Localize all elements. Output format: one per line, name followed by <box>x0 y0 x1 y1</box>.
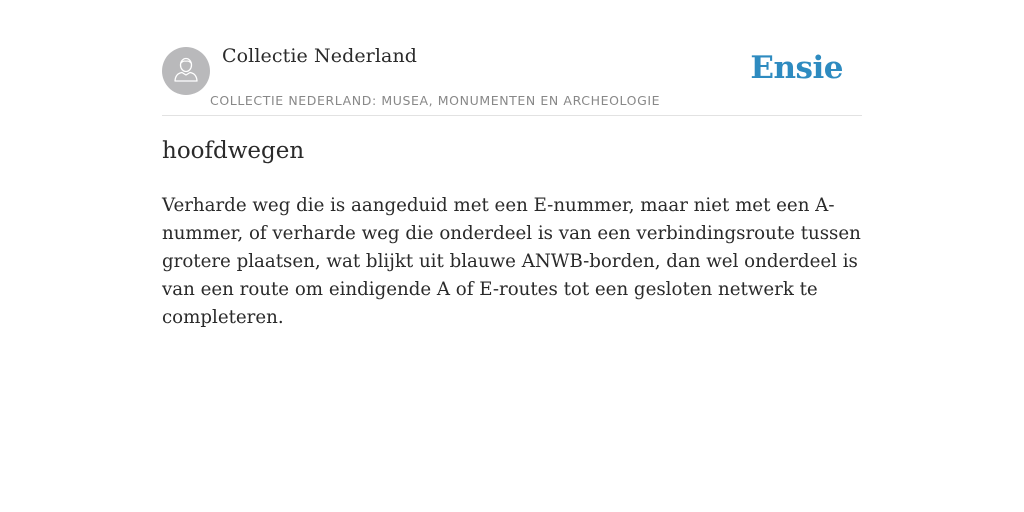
user-outline-icon <box>171 54 201 89</box>
ensie-logo[interactable]: Ensie <box>750 50 843 86</box>
entry-header <box>162 0 862 116</box>
author-name[interactable]: Collectie Nederland <box>222 45 418 67</box>
avatar[interactable] <box>162 47 210 95</box>
entry-card <box>162 0 862 328</box>
collection-name[interactable]: COLLECTIE NEDERLAND: MUSEA, MONUMENTEN EN ARCHEOLOGIE <box>210 93 661 108</box>
entry-definition: Verharde weg die is aangeduid met een E-nummer, maar niet met een A-nummer, of verharde weg die onderdeel is van een verbindingsroute tussen grotere plaatsen, wat blijkt uit blauwe ANWB-borden, dan wel onderdeel is van een route om eindigende A of E-routes tot een gesloten netwerk te completeren. <box>162 195 861 328</box>
entry-title: hoofdwegen <box>162 138 305 164</box>
